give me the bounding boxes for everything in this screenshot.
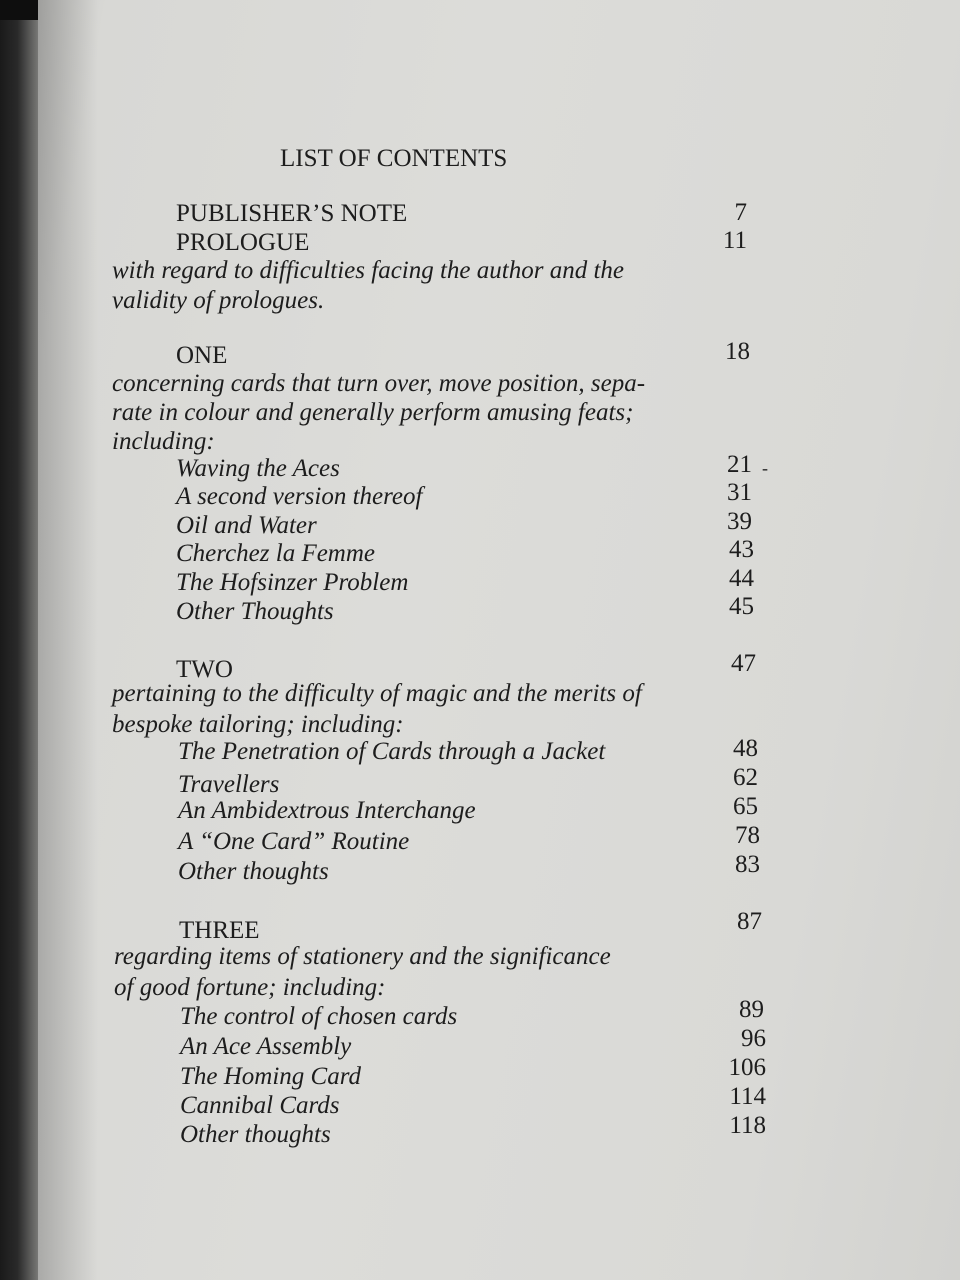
toc-page-number: 83 [735, 851, 760, 878]
toc-item: Other thoughts [180, 1121, 331, 1148]
toc-entry-publishers-note: PUBLISHER’S NOTE [176, 200, 408, 227]
toc-page-number: 78 [735, 822, 760, 849]
toc-item: The Penetration of Cards through a Jacket [178, 738, 606, 765]
toc-page-number: 87 [737, 908, 762, 935]
toc-description-line: with regard to difficulties facing the author and the [112, 257, 624, 284]
pencil-mark: - [762, 458, 768, 478]
toc-item: A “One Card” Routine [178, 828, 410, 855]
toc-page-number: 106 [728, 1054, 766, 1081]
toc-item: The control of chosen cards [180, 1003, 458, 1030]
toc-page-number: 11 [722, 227, 747, 254]
toc-page-number: 7 [734, 199, 747, 226]
toc-item: A second version thereof [176, 483, 423, 510]
toc-item: Cherchez la Femme [176, 540, 376, 567]
toc-description-line: bespoke tailoring; including: [112, 711, 404, 738]
toc-item: The Hofsinzer Problem [176, 569, 409, 596]
toc-page-number: 89 [739, 996, 764, 1023]
toc-page-number: 114 [729, 1083, 766, 1110]
toc-item: An Ambidextrous Interchange [178, 797, 476, 824]
toc-item: Cannibal Cards [180, 1092, 340, 1119]
toc-item: Oil and Water [176, 512, 317, 539]
toc-description-line: pertaining to the difficulty of magic and the merits of [112, 680, 642, 707]
toc-page-number: 18 [725, 338, 750, 365]
toc-description-line: of good fortune; including: [114, 974, 386, 1001]
toc-item: An Ace Assembly [180, 1033, 352, 1060]
toc-chapter-one: ONE [176, 342, 228, 369]
toc-page-number: 62 [733, 764, 758, 791]
toc-page-number: 118 [729, 1112, 766, 1139]
toc-chapter-three: THREE [179, 917, 260, 944]
toc-description-line: regarding items of stationery and the significance [114, 943, 611, 970]
toc-page-number: 45 [729, 593, 754, 620]
toc-entry-prologue: PROLOGUE [176, 229, 310, 256]
book-page [38, 0, 960, 1280]
toc-page-number: 48 [733, 735, 758, 762]
toc-description-line: rate in colour and generally perform amusing feats; [112, 399, 634, 426]
toc-page-number: 47 [731, 650, 756, 677]
toc-page-number: 65 [733, 793, 758, 820]
toc-description-line: concerning cards that turn over, move position, sepa- [112, 370, 646, 397]
toc-page-number: 43 [729, 536, 754, 563]
toc-description-line: including: [112, 428, 215, 455]
toc-item: Travellers [178, 771, 280, 798]
toc-page-number: 96 [741, 1025, 766, 1052]
toc-item: Other Thoughts [176, 598, 334, 625]
toc-page-number: 21 [727, 451, 752, 478]
toc-description-line: validity of prologues. [112, 287, 325, 314]
toc-item: Waving the Aces [176, 455, 340, 482]
toc-item: Other thoughts [178, 858, 329, 885]
toc-page-number: 31 [727, 479, 752, 506]
toc-page-number: 44 [729, 565, 754, 592]
toc-page-number: 39 [727, 508, 752, 535]
toc-chapter-two: TWO [176, 656, 233, 683]
toc-item: The Homing Card [180, 1063, 362, 1090]
contents-title: LIST OF CONTENTS [280, 145, 508, 172]
